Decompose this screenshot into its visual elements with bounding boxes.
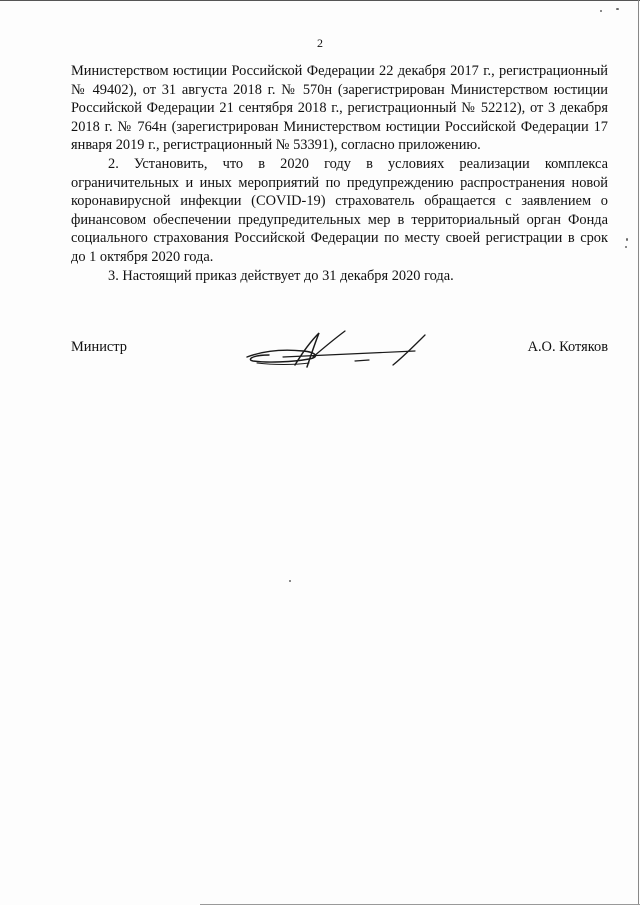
signer-name: А.О. Котяков — [527, 339, 608, 355]
scan-speck — [626, 238, 628, 241]
document-body — [71, 62, 608, 285]
scan-speck — [625, 246, 627, 248]
scan-speck — [600, 10, 602, 12]
page-edge-top — [0, 0, 640, 1]
page-edge-right — [638, 0, 639, 905]
signature-block — [71, 339, 608, 363]
handwritten-signature — [243, 327, 433, 375]
signer-title: Министр — [71, 339, 127, 355]
paragraph-continuation: Министерством юстиции Российской Федерации 22 декабря 2017 г., регистрационный № 49402), от 31 августа 2018 г. № 570н (зарегистрирован Министерством юстиции Российской Федерации 21 сентября 2018 г., регистрационный № 52212), от 3 декабря 2018 г. № 764н (зарегистрирован Министерством юстиции Российской Федерации 17 января 2019 г., регистрационный № 53391), согласно приложению. — [71, 63, 608, 154]
paragraph-item-3: 3. Настоящий приказ действует до 31 декабря 2020 года. — [108, 267, 454, 284]
page-number: 2 — [317, 36, 323, 50]
scan-speck — [289, 580, 291, 582]
scan-speck — [616, 8, 619, 10]
paragraph-item-2: 2. Установить, что в 2020 году в условиях реализации комплекса ограничительных и иных мероприятий по предупреждению распространения новой коронавирусной инфекции (COVID-19) страхователь обращается с заявлением о финансовом обеспечении предупредительных мер в территориальный орган Фонда социального страхования Российской Федерации по месту своей регистрации в срок до 1 октября 2020 года. — [71, 155, 608, 265]
